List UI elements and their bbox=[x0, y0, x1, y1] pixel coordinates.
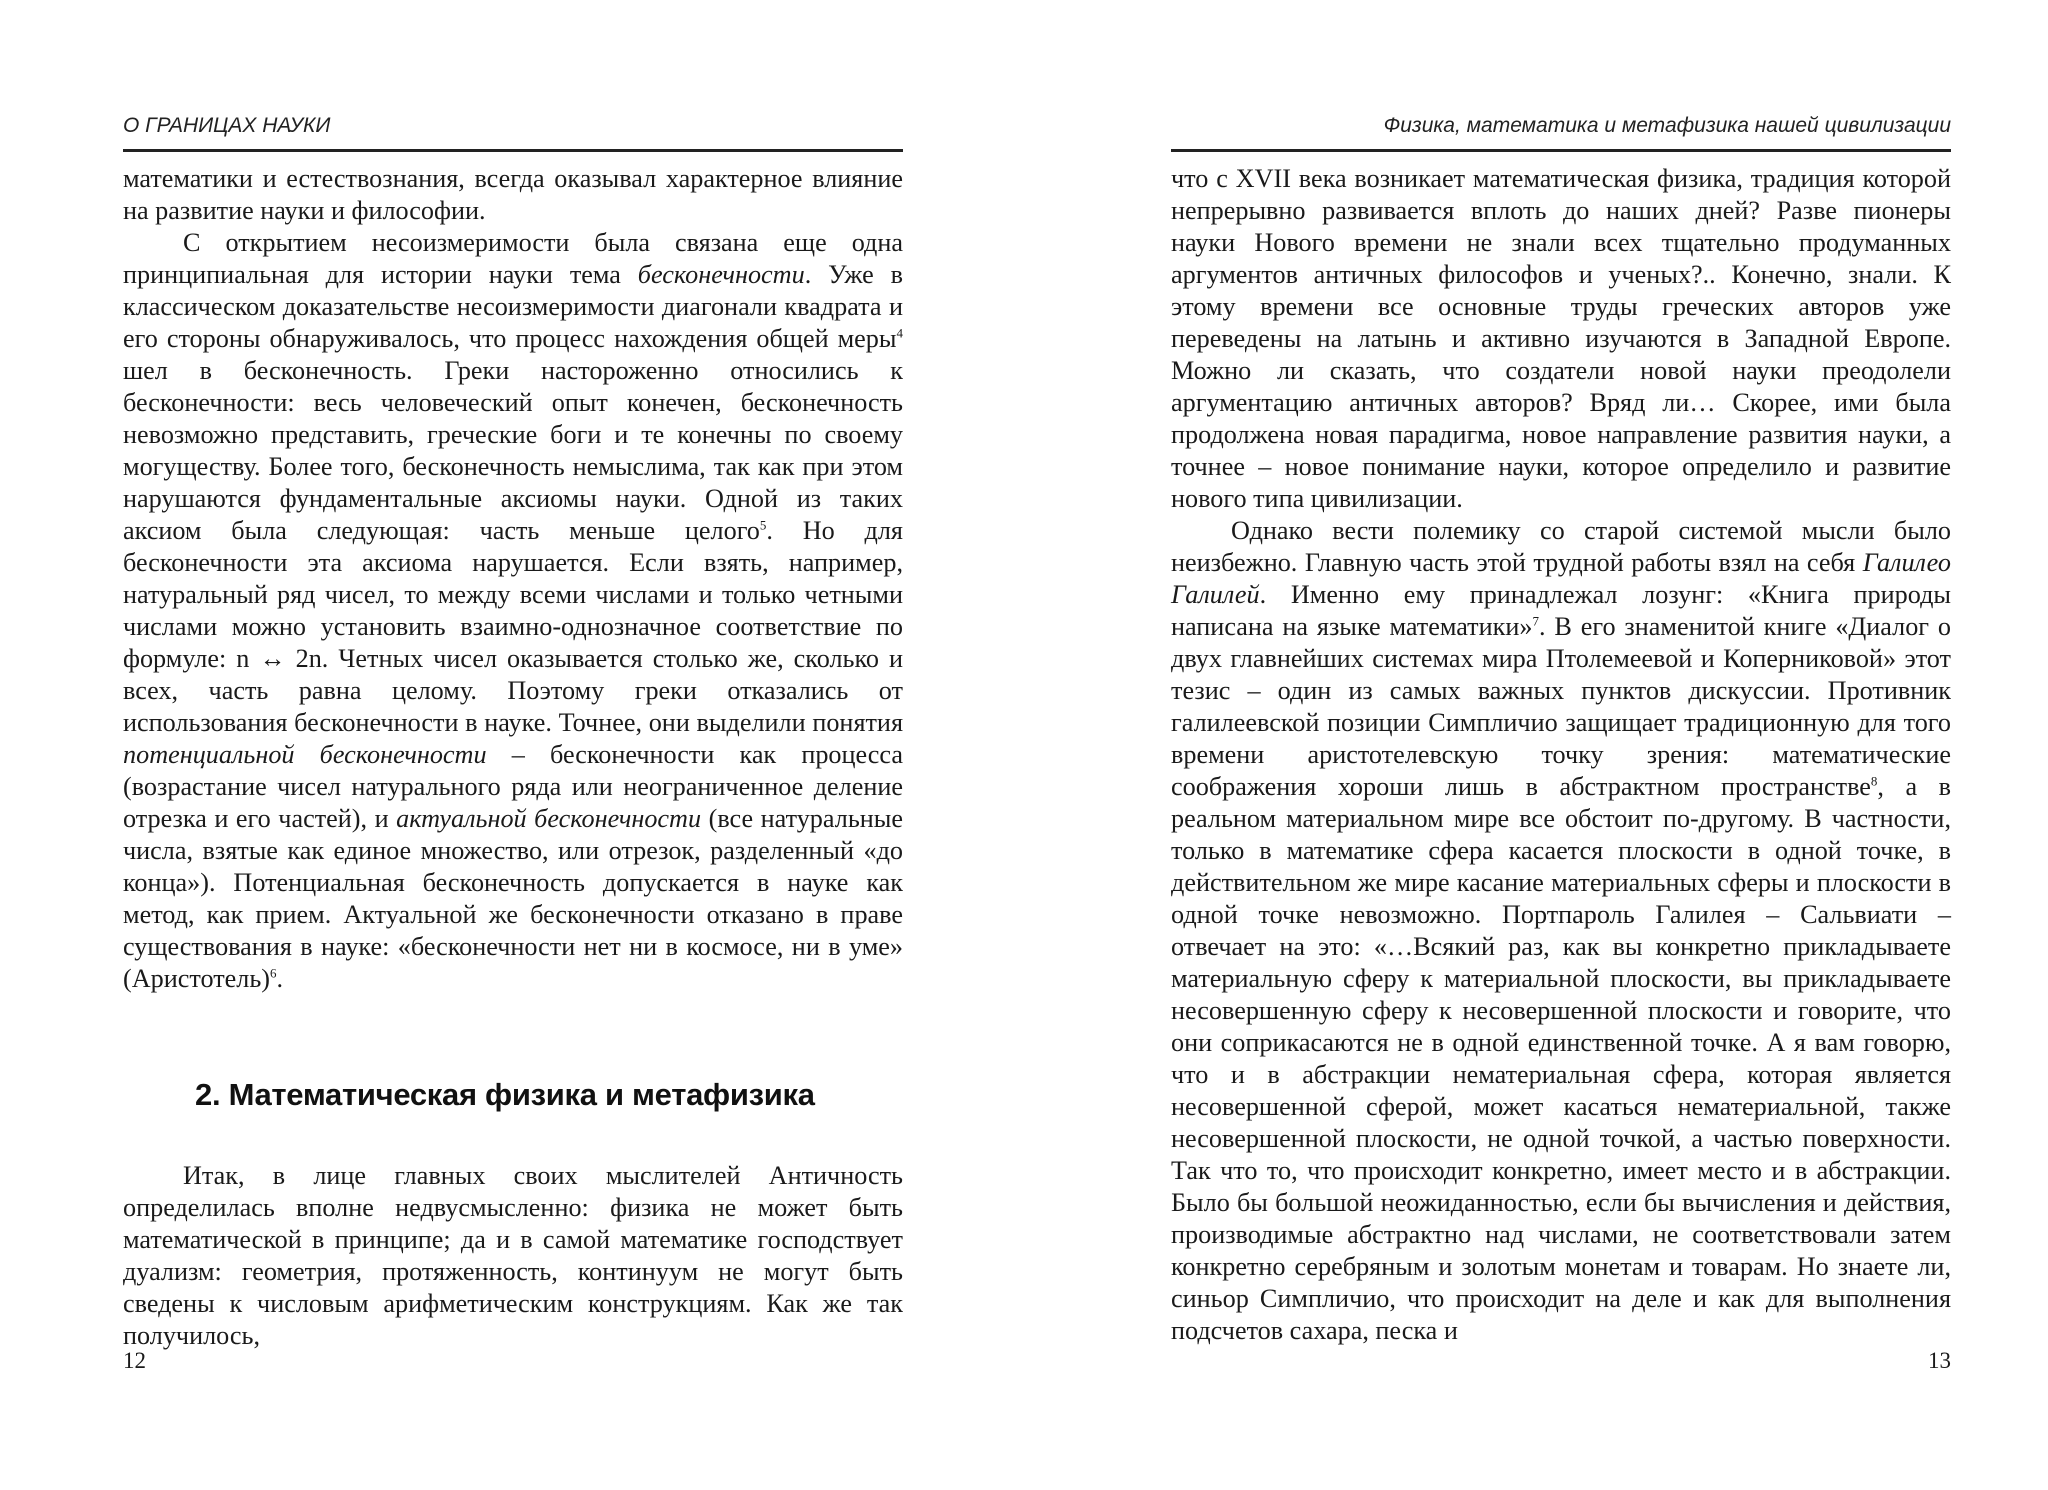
page-number: 13 bbox=[1928, 1348, 1951, 1373]
paragraph-text: . Именно ему принадлежал лозунг: «Книга природы написана на языке математики» bbox=[1171, 580, 1951, 641]
paragraph-text: Итак, в лице главных своих мыслителей Античность определилась вполне недвусмысленно: физика не может быть математической в принципе; да и в самой математике господствует дуализм: геометрия, протяженность, континуум не могут быть сведены к числовым арифметическим конструкциям. Как же так получилось, bbox=[123, 1161, 903, 1350]
paragraph bbox=[123, 163, 903, 227]
paragraph-text: , а в реальном материальном мире все обстоит по-другому. В частности, только в математике сфера касается плоскости в одной точке, в действительном же мире касание материальных сферы и плоскости в одной точке невозможно. Портпароль Галилея – Сальвиати – отвечает на это: «…Всякий раз, как вы конкретно прикладываете материальную сферу к материальной плоскости, вы прикладываете несовершенную сферу к несовершенной плоскости и говорите, что они соприкасаются не в одной единственной точке. А я вам говорю, что и в абстракции нематериальная сфера, которая является несовершенной сферой, может касаться нематериальной, также несовершенной плоскости, не одной точкой, а частью поверхности. Так что то, что происходит конкретно, имеет место и в абстракции. Было бы большой неожиданностью, если бы вычисления и действия, производимые абстрактно над числами, не соответствовали затем конкретно серебряным и золотым монетам и товарам. Но знаете ли, синьор Симпличио, что происходит на деле и как для выполнения подсчетов сахара, песка и bbox=[1171, 772, 1951, 1345]
italic-term: Галилео Галилей bbox=[1171, 548, 1951, 609]
paragraph-text: . bbox=[276, 964, 284, 993]
footnote-ref: 8 bbox=[1870, 773, 1878, 789]
footnote-ref: 5 bbox=[759, 517, 767, 533]
paragraph-text: С открытием несоизмеримости была связана еще одна принципиальная для истории науки тема bbox=[123, 228, 903, 289]
paragraph bbox=[123, 227, 903, 995]
left-text-block-2 bbox=[123, 1160, 903, 1352]
italic-term: актуальной бесконечности bbox=[396, 804, 702, 833]
paragraph-text: шел в бесконечность. Греки настороженно относились к бесконечности: весь человеческий опыт конечен, бесконечность невозможно представить, греческие боги и те конечны по своему могуществу. Более того, бесконечность немыслима, так как при этом нарушаются фундаментальные аксиомы науки. Одной из таких аксиом была следующая: часть меньше целого bbox=[123, 356, 903, 545]
paragraph-text: что с XVII века возникает математическая физика, традиция которой непрерывно развивается вплоть до наших дней? Разве пионеры науки Нового времени не знали всех тщательно продуманных аргументов античных философов и ученых?.. Конечно, знали. К этому времени все основные труды греческих авторов уже переведены на латынь и активно изучаются в Западной Европе. Можно ли сказать, что создатели новой науки преодолели аргументацию античных авторов? Вряд ли… Скорее, ими была продолжена новая парадигма, новое направление развития науки, а точнее – новое понимание науки, которое определило и развитие нового типа цивилизации. bbox=[1171, 164, 1951, 513]
italic-term: бесконечности bbox=[637, 260, 805, 289]
paragraph bbox=[1171, 163, 1951, 515]
page-number: 12 bbox=[123, 1348, 146, 1373]
running-head-left: О ГРАНИЦАХ НАУКИ bbox=[123, 112, 903, 152]
paragraph-text: . Но для бесконечности эта аксиома нарушается. Если взять, например, натуральный ряд чисел, то между всеми числами и только четными числами можно установить взаимно-однозначное соответствие по формуле: n ↔ 2n. Четных чисел оказывается столько же, сколько и всех, часть равна целому. Поэтому греки отказались от использования бесконечности в науке. Точнее, они выделили понятия bbox=[123, 516, 903, 737]
footnote-ref: 7 bbox=[1532, 613, 1539, 629]
paragraph-text: – бесконечности как процесса (возрастание чисел натурального ряда или неограниченное деление отрезка и его частей), и bbox=[123, 740, 903, 833]
footnote-ref: 4 bbox=[896, 325, 903, 341]
paragraph-text: . В его знаменитой книге «Диалог о двух главнейших системах мира Птолемеевой и Коперниковой» этот тезис – один из самых важных пунктов дискуссии. Противник галилеевской позиции Симпличио защищает традиционную для того времени аристотелевскую точку зрения: математические соображения хороши лишь в абстрактном пространстве bbox=[1171, 612, 1952, 801]
paragraph-text: математики и естествознания, всегда оказывал характерное влияние на развитие науки и философии. bbox=[123, 164, 903, 225]
section-heading: 2. Математическая физика и метафизика bbox=[195, 1077, 815, 1112]
italic-term: потенциальной бесконечности bbox=[123, 740, 487, 769]
running-head-right: Физика, математика и метафизика нашей цивилизации bbox=[1171, 112, 1951, 152]
left-text-block bbox=[123, 163, 903, 995]
right-text-block bbox=[1171, 163, 1951, 1347]
paragraph-text: (все натуральные числа, взятые как единое множество, или отрезок, разделенный «до конца»). Потенциальная бесконечность допускается в науке как метод, как прием. Актуальной же бесконечности отказано в праве существования в науке: «бесконечности нет ни в космосе, ни в уме» (Аристотель) bbox=[123, 804, 903, 993]
paragraph bbox=[123, 1160, 903, 1352]
paragraph-text: Однако вести полемику со старой системой мысли было неизбежно. Главную часть этой трудной работы взял на себя bbox=[1171, 516, 1951, 577]
paragraph-text: . Уже в классическом доказательстве несоизмеримости диагонали квадрата и его стороны обнаруживалось, что процесс нахождения общей меры bbox=[123, 260, 903, 353]
paragraph bbox=[1171, 515, 1951, 1347]
footnote-ref: 6 bbox=[270, 965, 277, 981]
